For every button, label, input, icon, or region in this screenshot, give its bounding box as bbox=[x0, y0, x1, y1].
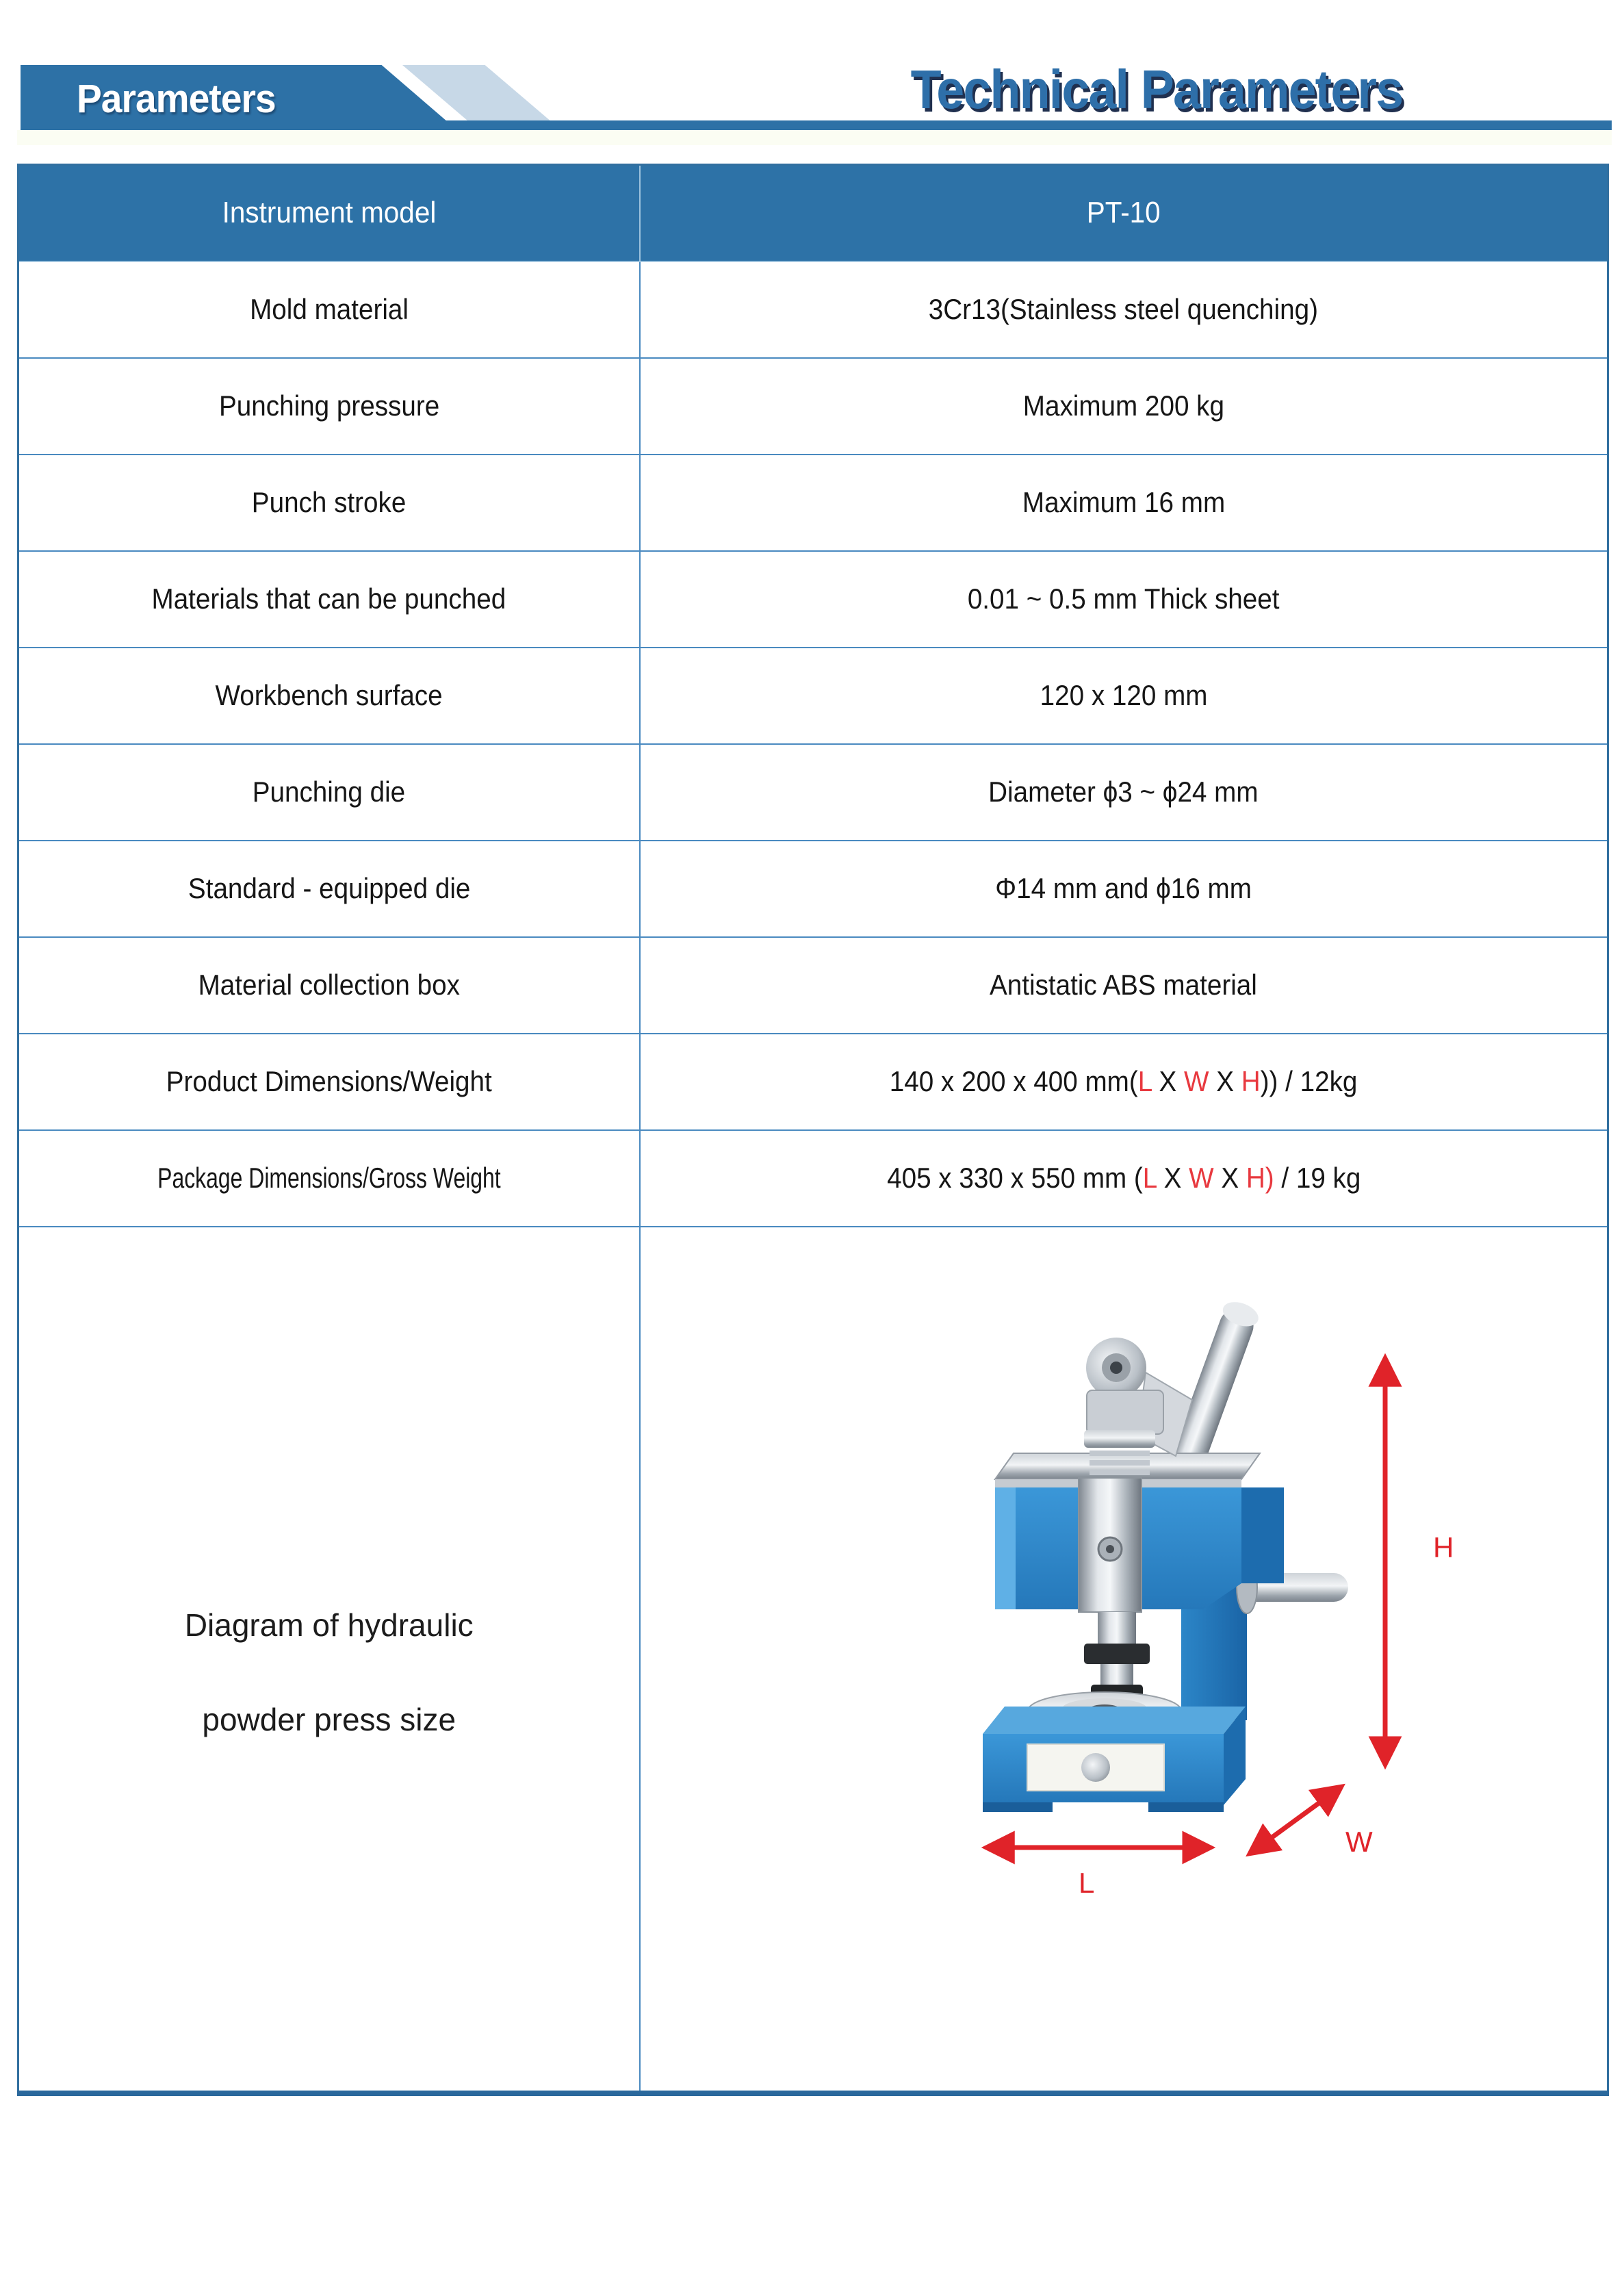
spec-label-cell bbox=[18, 648, 640, 744]
spec-value-cell bbox=[640, 1034, 1608, 1130]
spec-value-cell bbox=[640, 358, 1608, 455]
spec-value: Antistatic ABS material bbox=[990, 969, 1258, 1001]
spec-value-cell bbox=[640, 455, 1608, 551]
press-base-top bbox=[983, 1707, 1246, 1734]
spec-value: 140 x 200 x 400 mm(L X W X H)) / 12kg bbox=[889, 1065, 1358, 1097]
spec-label: Product Dimensions/Weight bbox=[166, 1065, 492, 1097]
table-row bbox=[18, 744, 1608, 841]
press-base-notch bbox=[1053, 1802, 1148, 1812]
press-head-highlight bbox=[995, 1487, 1016, 1609]
spec-label: Punch stroke bbox=[251, 486, 407, 518]
table-row bbox=[18, 1130, 1608, 1227]
press-illustration bbox=[641, 1227, 1606, 2091]
spec-value-cell bbox=[640, 648, 1608, 744]
spec-value-cell bbox=[640, 551, 1608, 648]
spec-label: Material collection box bbox=[198, 969, 460, 1001]
spec-value: 405 x 330 x 550 mm (L X W X H) / 19 kg bbox=[886, 1162, 1361, 1194]
banner-label: Parameters bbox=[77, 77, 276, 121]
spec-table-body bbox=[18, 261, 1608, 1227]
spec-value: 120 x 120 mm bbox=[1040, 679, 1208, 711]
width-dimension-arrow bbox=[1252, 1789, 1339, 1852]
spec-table bbox=[17, 164, 1609, 2096]
spec-label: Package Dimensions/Gross Weight bbox=[157, 1162, 501, 1194]
table-row bbox=[18, 937, 1608, 1034]
header-label-cell bbox=[18, 165, 640, 261]
table-row bbox=[18, 358, 1608, 455]
spec-value-cell bbox=[640, 1130, 1608, 1227]
table-header-row bbox=[18, 165, 1608, 261]
spec-label-cell bbox=[18, 841, 640, 937]
header-label: Instrument model bbox=[222, 196, 437, 230]
press-drawer-knob bbox=[1081, 1753, 1110, 1782]
press-clevis bbox=[1087, 1390, 1163, 1434]
spec-label-cell bbox=[18, 937, 640, 1034]
length-dimension-label: L bbox=[1079, 1866, 1095, 1899]
spec-label: Mold material bbox=[249, 293, 409, 325]
spec-value-cell bbox=[640, 937, 1608, 1034]
press-die-collar bbox=[1084, 1644, 1150, 1664]
diagram-caption-line2: powder press size bbox=[202, 1702, 456, 1737]
table-row bbox=[18, 455, 1608, 551]
spec-value: 0.01 ~ 0.5 mm Thick sheet bbox=[967, 583, 1280, 615]
spec-value: Maximum 16 mm bbox=[1022, 486, 1225, 518]
spec-label: Materials that can be punched bbox=[151, 583, 506, 615]
header-value: PT-10 bbox=[1086, 196, 1161, 230]
spec-value-cell bbox=[640, 841, 1608, 937]
table-row bbox=[18, 261, 1608, 358]
header-value-cell bbox=[640, 165, 1608, 261]
table-row bbox=[18, 551, 1608, 648]
page-title: Technical Parameters bbox=[910, 59, 1403, 120]
spec-label-cell bbox=[18, 261, 640, 358]
header-pale-strip bbox=[17, 130, 1612, 145]
diagram-caption-line1: Diagram of hydraulic bbox=[184, 1607, 474, 1643]
width-dimension-label: W bbox=[1345, 1825, 1373, 1858]
table-row bbox=[18, 841, 1608, 937]
press-ram bbox=[1098, 1612, 1136, 1644]
press-top-plate bbox=[995, 1453, 1260, 1479]
press-machine bbox=[983, 1297, 1348, 1811]
diagram-row bbox=[18, 1227, 1608, 2093]
diagram-caption-cell bbox=[18, 1227, 640, 2093]
spec-value: Maximum 200 kg bbox=[1022, 389, 1224, 422]
table-row bbox=[18, 648, 1608, 744]
spec-value: Φ14 mm and ϕ16 mm bbox=[995, 872, 1252, 904]
height-dimension-label: H bbox=[1433, 1531, 1454, 1563]
diagram-cell bbox=[640, 1227, 1608, 2093]
spec-value: Diameter ϕ3 ~ ϕ24 mm bbox=[988, 776, 1259, 808]
table-row bbox=[18, 1034, 1608, 1130]
press-collar bbox=[1084, 1430, 1155, 1448]
spec-label: Punching die bbox=[253, 776, 406, 808]
spec-label: Workbench surface bbox=[215, 679, 443, 711]
spec-label: Standard - equipped die bbox=[188, 872, 470, 904]
spec-label-cell bbox=[18, 1034, 640, 1130]
spec-label-cell bbox=[18, 358, 640, 455]
spec-value: 3Cr13(Stainless steel quenching) bbox=[929, 293, 1319, 325]
spec-value-cell bbox=[640, 744, 1608, 841]
spec-value-cell bbox=[640, 261, 1608, 358]
diagram-caption bbox=[19, 1582, 639, 1735]
spec-label-cell bbox=[18, 551, 640, 648]
spec-label: Punching pressure bbox=[218, 389, 439, 422]
spec-label-cell bbox=[18, 1130, 640, 1227]
press-die-thread bbox=[1100, 1664, 1133, 1685]
spec-label-cell bbox=[18, 744, 640, 841]
spec-label-cell bbox=[18, 455, 640, 551]
